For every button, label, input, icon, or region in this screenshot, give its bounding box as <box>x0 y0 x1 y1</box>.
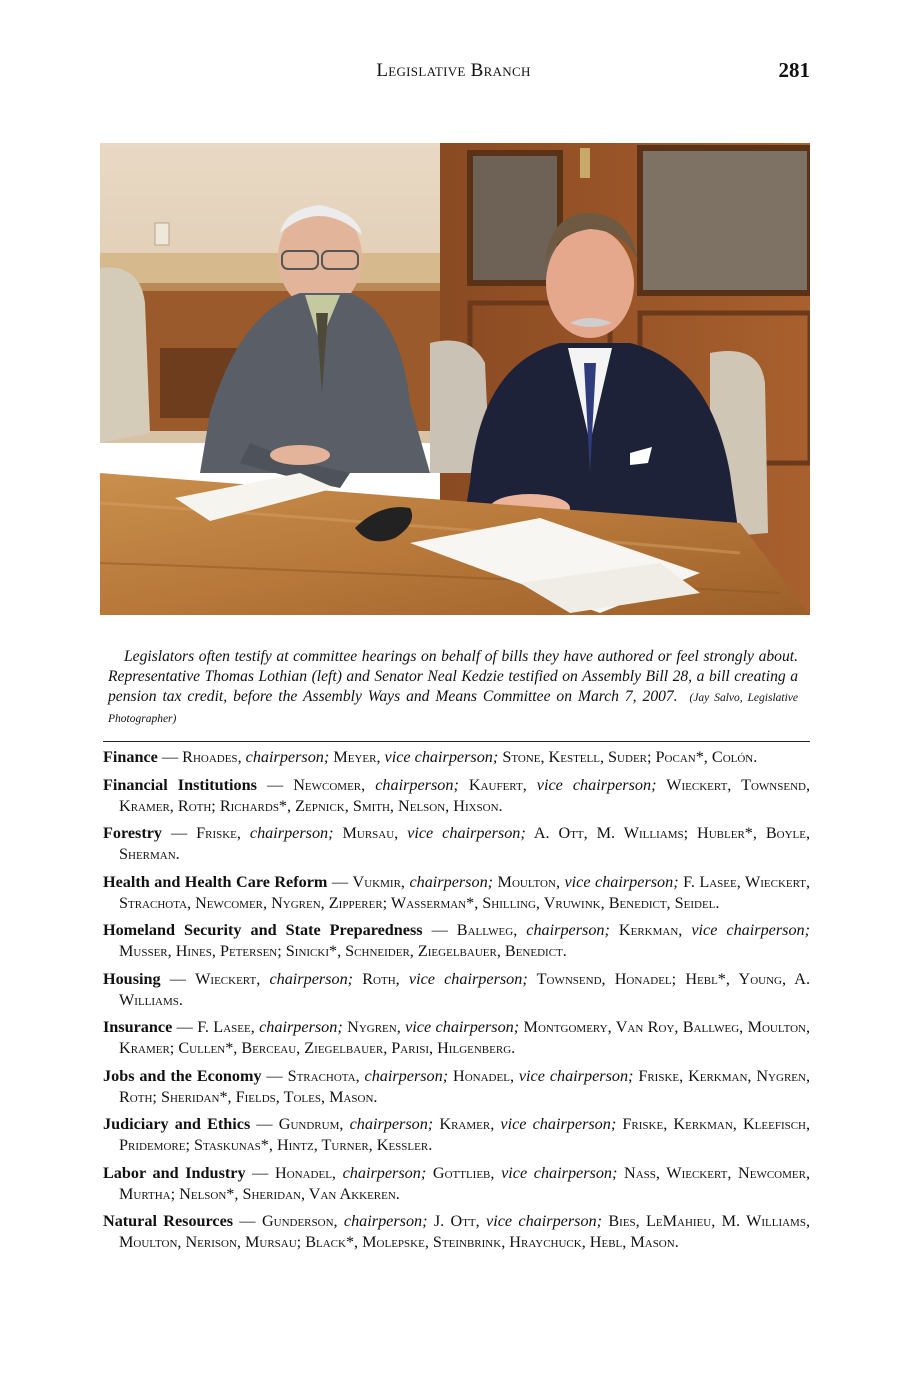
page-header-title: Legislative Branch <box>376 60 531 81</box>
committee-list <box>103 747 810 1260</box>
committee-entry: Homeland Security and State Preparedness — Ballweg, chairperson; Kerkman, vice chairperson; Musser, Hines, Petersen; Sinicki*, Schneider, Ziegelbauer, Benedict. <box>103 921 811 960</box>
committee-entry: Finance — Rhoades, chairperson; Meyer, vice chairperson; Stone, Kestell, Suder; Pocan*, Colón. <box>103 748 758 766</box>
chairperson-name: Rhoades <box>182 748 238 766</box>
vice-chair-label: vice chairperson; <box>384 748 499 766</box>
committee-members: Montgomery, Van Roy, Ballweg, Moulton, Kramer; Cullen*, Berceau, Ziegelbauer, Parisi, Hilgenberg. <box>119 1018 811 1057</box>
chairperson-name: Ballweg <box>456 921 514 939</box>
committee-entry: Insurance — F. Lasee, chairperson; Nygren, vice chairperson; Montgomery, Van Roy, Ballweg, Moulton, Kramer; Cullen*, Berceau, Ziegelbauer, Parisi, Hilgenberg. <box>103 1018 811 1057</box>
caption-text: Legislators often testify at committee hearings on behalf of bills they have authored or feel strongly about. Representative Thomas Lothian (left) and Senator Neal Kedzie testified on Assembly Bill 28, a bill creating a pension tax credit, before the Assembly Ways and Means Committee on March 7, 2007. <box>108 648 798 705</box>
vice-chair-label: vice chairperson; <box>408 969 528 988</box>
committee-name: Insurance <box>103 1018 173 1036</box>
committee-members: Musser, Hines, Petersen; Sinicki*, Schneider, Ziegelbauer, Benedict. <box>119 942 567 960</box>
committee-name: Homeland Security and State Preparedness <box>103 921 423 939</box>
committee-entry: Natural Resources — Gunderson, chairperson; J. Ott, vice chairperson; Bies, LeMahieu, M. Williams, Moulton, Nerison, Mursau; Black*, Molepske, Steinbrink, Hraychuck, Hebl, Mason. <box>103 1212 811 1251</box>
dash: — <box>422 921 457 939</box>
chairperson-label: chairperson; <box>349 1115 434 1133</box>
committee-name: Natural Resources <box>103 1212 234 1230</box>
chairperson-name: Strachota <box>287 1066 356 1085</box>
committee-entry: Housing — Wieckert, chairperson; Roth, vice chairperson; Townsend, Honadel; Hebl*, Young, A. Williams. <box>103 969 811 1009</box>
committee-members: Stone, Kestell, Suder; Pocan*, Colón. <box>502 748 758 766</box>
committee-name: Forestry <box>103 824 163 842</box>
committee-entry: Judiciary and Ethics — Gundrum, chairperson; Kramer, vice chairperson; Friske, Kerkman, Kleefisch, Pridemore; Staskunas*, Hintz, Turner, Kessler. <box>103 1115 811 1154</box>
vice-chair-label: vice chairperson; <box>500 1115 617 1133</box>
vice-chair-label: vice chairperson; <box>405 1018 520 1036</box>
chairperson-label: chairperson; <box>269 969 354 988</box>
vice-chair-label: vice chairperson; <box>486 1212 603 1230</box>
chairperson-name: Newcomer <box>293 775 362 794</box>
dash: — <box>256 775 294 794</box>
chairperson-label: chairperson; <box>249 824 334 842</box>
page-number: 281 <box>778 58 810 82</box>
committee-members: Bies, LeMahieu, M. Williams, Moulton, Nerison, Mursau; Black*, Molepske, Steinbrink, Hraychuck, Hebl, Mason. <box>119 1212 811 1251</box>
chairperson-label: chairperson; <box>259 1018 343 1036</box>
chairperson-label: chairperson; <box>526 921 610 939</box>
committee-members: Friske, Kerkman, Nygren, Roth; Sheridan*, Fields, Toles, Mason. <box>119 1066 810 1106</box>
vice-chair-label: vice chairperson; <box>407 824 526 842</box>
vice-chair-name: Kramer <box>439 1115 491 1133</box>
dash: — <box>261 1066 288 1085</box>
committee-name: Labor and Industry <box>103 1163 246 1182</box>
dash: — <box>245 1163 276 1182</box>
vice-chair-name: Kaufert <box>468 775 523 794</box>
vice-chair-label: vice chairperson; <box>518 1066 634 1085</box>
dash: — <box>327 872 353 891</box>
dash: — <box>250 1115 279 1133</box>
chairperson-name: Honadel <box>275 1163 332 1182</box>
vice-chair-label: vice chairperson; <box>501 1163 618 1182</box>
committee-name: Housing <box>103 969 161 988</box>
vice-chair-name: Roth <box>362 969 396 988</box>
committee-members: Friske, Kerkman, Kleefisch, Pridemore; Staskunas*, Hintz, Turner, Kessler. <box>119 1115 811 1154</box>
chairperson-label: chairperson; <box>375 775 459 794</box>
vice-chair-label: vice chairperson; <box>564 872 679 891</box>
dash: — <box>157 748 183 766</box>
photo-caption <box>108 647 798 729</box>
chairperson-name: F. Lasee <box>197 1018 251 1036</box>
vice-chair-name: Meyer <box>333 748 377 766</box>
vice-chair-label: vice chairperson; <box>536 775 657 794</box>
vice-chair-name: Moulton <box>497 872 556 891</box>
chairperson-name: Friske <box>196 824 237 842</box>
chairperson-label: chairperson; <box>342 1163 427 1182</box>
chairperson-name: Gundrum <box>278 1115 340 1133</box>
committee-name: Jobs and the Economy <box>103 1066 262 1085</box>
hearing-photo <box>100 143 810 615</box>
committee-members: A. Ott, M. Williams; Hubler*, Boyle, Sherman. <box>119 824 811 863</box>
vice-chair-name: Mursau <box>342 824 395 842</box>
chairperson-label: chairperson; <box>245 748 330 766</box>
committee-members: Townsend, Honadel; Hebl*, Young, A. Williams. <box>119 969 811 1009</box>
photo-credit: (Jay Salvo, Legislative Photographer) <box>108 692 799 725</box>
vice-chair-name: Honadel <box>453 1066 510 1085</box>
dash: — <box>233 1212 262 1230</box>
committee-name: Judiciary and Ethics <box>103 1115 251 1133</box>
committee-entry: Labor and Industry — Honadel, chairperson; Gottlieb, vice chairperson; Nass, Wieckert, Newcomer, Murtha; Nelson*, Sheridan, Van Akkeren. <box>103 1163 811 1203</box>
committee-entry: Forestry — Friske, chairperson; Mursau, vice chairperson; A. Ott, M. Williams; Hubler*, Boyle, Sherman. <box>103 824 811 863</box>
vice-chair-name: Kerkman <box>618 921 679 939</box>
chairperson-label: chairperson; <box>364 1066 449 1085</box>
committee-members: Wieckert, Townsend, Kramer, Roth; Richards*, Zepnick, Smith, Nelson, Hixson. <box>119 775 811 815</box>
chairperson-name: Gunderson <box>261 1212 334 1230</box>
vice-chair-name: Nygren <box>347 1018 397 1036</box>
section-divider <box>103 741 810 742</box>
chairperson-label: chairperson; <box>409 872 494 891</box>
chairperson-name: Vukmir <box>352 872 401 891</box>
committee-members: F. Lasee, Wieckert, Strachota, Newcomer, Nygren, Zipperer; Wasserman*, Shilling, Vruwink, Benedict, Seidel. <box>119 872 811 912</box>
committee-name: Health and Health Care Reform <box>103 872 328 891</box>
committee-name: Financial Institutions <box>103 775 257 794</box>
committee-members: Nass, Wieckert, Newcomer, Murtha; Nelson*, Sheridan, Van Akkeren. <box>119 1163 811 1203</box>
vice-chair-name: Gottlieb <box>432 1163 491 1182</box>
committee-entry: Financial Institutions — Newcomer, chairperson; Kaufert, vice chairperson; Wieckert, Townsend, Kramer, Roth; Richards*, Zepnick, Smith, Nelson, Hixson. <box>103 775 811 815</box>
committee-entry: Health and Health Care Reform — Vukmir, chairperson; Moulton, vice chairperson; F. Lasee, Wieckert, Strachota, Newcomer, Nygren, Zipperer; Wasserman*, Shilling, Vruwink, Benedict, Seidel. <box>103 872 811 912</box>
chairperson-name: Wieckert <box>195 969 257 988</box>
vice-chair-name: J. Ott <box>433 1212 476 1230</box>
committee-name: Finance <box>103 748 158 766</box>
dash: — <box>160 969 196 988</box>
dash: — <box>172 1018 198 1036</box>
dash: — <box>162 824 197 842</box>
committee-entry: Jobs and the Economy — Strachota, chairperson; Honadel, vice chairperson; Friske, Kerkman, Nygren, Roth; Sheridan*, Fields, Toles, Mason. <box>103 1066 810 1106</box>
vice-chair-label: vice chairperson; <box>691 921 811 939</box>
chairperson-label: chairperson; <box>343 1212 428 1230</box>
